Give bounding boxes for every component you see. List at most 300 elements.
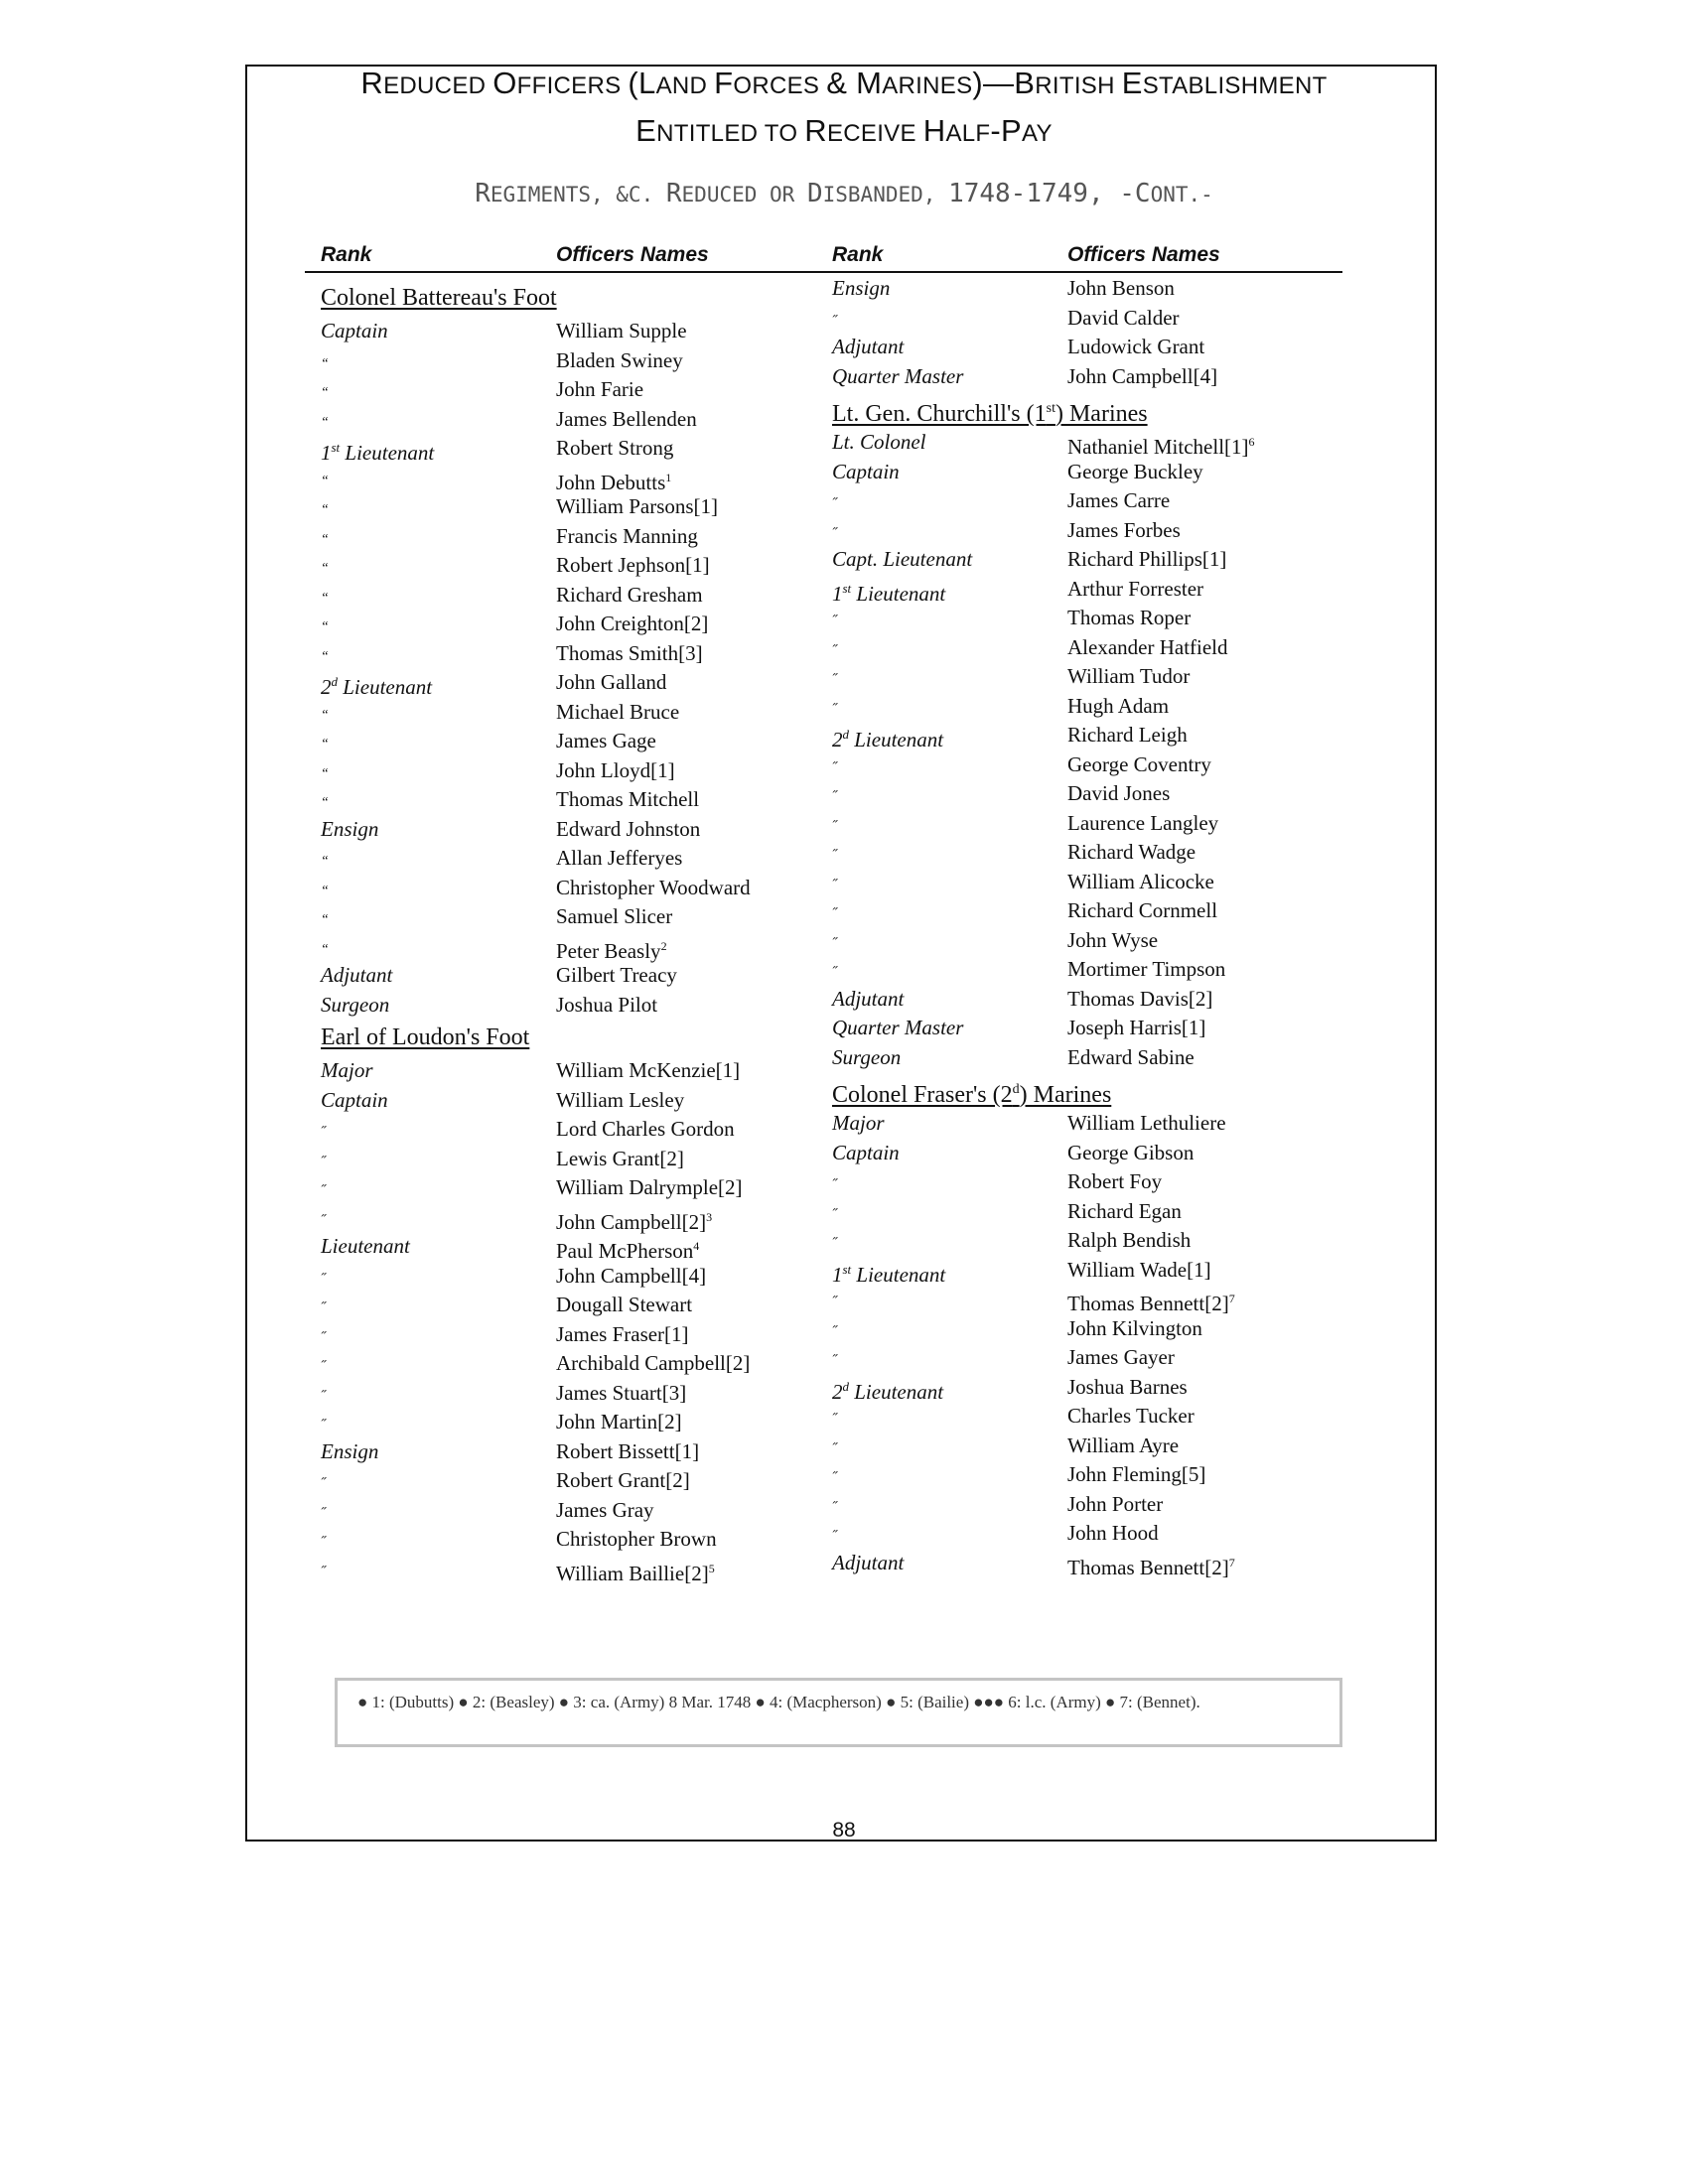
ditto-mark: “ <box>321 854 329 869</box>
officer-name-text: George Coventry <box>1067 751 1211 776</box>
ditto-mark: ˝ <box>832 906 837 921</box>
officer-name <box>556 757 675 783</box>
officer-name <box>556 1438 699 1464</box>
officer-name-text: Nathaniel Mitchell[1] <box>1067 435 1249 459</box>
rank-cell <box>321 786 329 816</box>
rank-label: 1 <box>321 441 332 465</box>
officer-name-text: Ludowick Grant <box>1067 335 1205 358</box>
officer-name-text: Edward Sabine <box>1067 1044 1195 1069</box>
rank-cell <box>321 992 389 1018</box>
rank-cell <box>321 406 329 436</box>
officer-name-text: John Campbell[2] <box>556 1209 707 1234</box>
officer-name <box>1067 1110 1226 1136</box>
header-rule <box>305 271 1342 273</box>
officer-name-text: Richard Wadge <box>1067 840 1196 864</box>
officer-name <box>556 1556 715 1586</box>
officer-name-text: Thomas Davis[2] <box>1067 986 1213 1011</box>
rank-cell <box>832 1403 837 1433</box>
officer-name-text: James Bellenden <box>556 406 697 431</box>
footnote-ref: 2 <box>660 938 667 953</box>
officer-name <box>1067 487 1170 513</box>
officer-name-text: Thomas Smith[3] <box>556 640 703 665</box>
rank-cell <box>832 1520 837 1550</box>
rank-label: Lieutenant <box>321 1234 410 1258</box>
rank-cell <box>321 1497 326 1527</box>
officer-name <box>556 962 677 988</box>
officer-name <box>1067 986 1212 1012</box>
ditto-mark: “ <box>321 648 329 664</box>
rank-cell <box>832 334 904 359</box>
officer-name <box>1067 722 1188 748</box>
footnote-ref: 4 <box>693 1239 700 1253</box>
rank-cell <box>321 1438 378 1464</box>
officer-name <box>1067 334 1204 359</box>
ditto-mark: ˝ <box>832 1529 837 1544</box>
regiment-heading <box>321 1023 529 1052</box>
officer-name-text: Thomas Roper <box>1067 606 1192 629</box>
officer-name-text: Dougall Stewart <box>556 1293 693 1316</box>
officer-name <box>556 435 673 461</box>
rank-suffix: Lieutenant <box>851 1262 946 1287</box>
ditto-mark: ˝ <box>832 1206 837 1222</box>
officer-name <box>556 1350 750 1376</box>
title-cap: F <box>714 66 734 100</box>
officer-name-text: David Calder <box>1067 305 1180 330</box>
regiment-heading <box>321 283 557 313</box>
rank-cell <box>832 780 837 810</box>
ditto-mark: ˝ <box>321 1418 326 1433</box>
officer-name <box>1067 429 1255 460</box>
rank-label: Surgeon <box>832 1044 902 1069</box>
officer-name <box>1067 1433 1179 1458</box>
rank-cell <box>321 1350 326 1380</box>
rank-cell <box>321 1204 326 1234</box>
title-cap: R <box>475 179 491 208</box>
officer-name <box>556 1057 740 1083</box>
officer-name <box>556 1321 689 1347</box>
ditto-mark: ˝ <box>832 642 837 658</box>
rank-cell <box>321 728 329 757</box>
ditto-mark: ˝ <box>832 848 837 863</box>
rank-cell <box>832 751 837 781</box>
officer-name <box>556 786 699 812</box>
officer-name-text: Edward Johnston <box>556 816 701 841</box>
officer-name-text: Richard Leigh <box>1067 723 1188 747</box>
ditto-mark: ˝ <box>321 1125 326 1140</box>
officer-name-text: William Baillie[2] <box>556 1561 709 1585</box>
title-cap: R <box>665 179 682 208</box>
rank-cell <box>321 1321 326 1351</box>
rank-cell <box>832 275 890 301</box>
title-smallcaps: EDUCED <box>383 72 493 99</box>
rank-cell <box>321 318 388 343</box>
ditto-mark: ˝ <box>832 1412 837 1427</box>
officer-name <box>1067 275 1175 301</box>
rank-cell <box>832 305 837 335</box>
rank-cell <box>321 376 329 406</box>
rank-cell <box>832 1257 945 1288</box>
officer-name <box>556 699 679 725</box>
officer-name <box>1067 517 1181 543</box>
footnotes-box <box>335 1678 1342 1747</box>
rank-label: 1 <box>832 1262 843 1287</box>
officer-name <box>1067 305 1180 331</box>
ditto-mark: ˝ <box>832 965 837 980</box>
officer-name-text: Richard Cornmell <box>1067 898 1218 922</box>
officer-name-text: Robert Bissett[1] <box>556 1438 700 1463</box>
title-smallcaps: EGIMENTS, &C. <box>490 183 666 206</box>
rank-cell <box>321 1057 373 1083</box>
rank-cell <box>832 986 904 1012</box>
officer-name-text: Allan Jefferyes <box>556 846 683 870</box>
officer-name <box>1067 956 1225 982</box>
rank-cell <box>321 347 329 377</box>
rank-cell <box>832 576 945 607</box>
officer-name-text: Hugh Adam <box>1067 693 1170 718</box>
title-smallcaps: AND <box>655 72 715 99</box>
regiment-heading <box>832 1075 1111 1110</box>
regiment-heading-text: Colonel Battereau's Foot <box>321 285 557 311</box>
rank-cell <box>321 523 329 553</box>
officer-name <box>556 1233 699 1264</box>
officer-name-text: John Farie <box>556 377 644 401</box>
ditto-mark: “ <box>321 883 329 898</box>
officer-name <box>556 376 643 402</box>
ditto-mark: ˝ <box>832 614 837 628</box>
officer-name <box>1067 1315 1202 1341</box>
rank-label: Surgeon <box>321 992 390 1017</box>
officer-name <box>556 1380 686 1406</box>
ditto-mark: “ <box>321 473 329 488</box>
ditto-mark: ˝ <box>832 496 837 511</box>
officer-name-text: William McKenzie[1] <box>556 1058 741 1082</box>
ditto-mark: ˝ <box>321 1271 326 1287</box>
officer-name <box>556 1467 690 1493</box>
rank-cell <box>832 693 837 723</box>
ditto-mark: ˝ <box>832 525 837 541</box>
rank-cell <box>832 1015 963 1040</box>
officer-name-text: John Porter <box>1067 1491 1164 1516</box>
rank-label: Adjutant <box>832 986 905 1011</box>
officer-name <box>556 465 671 495</box>
officer-name <box>556 611 708 636</box>
title-smallcaps: EDUCED OR <box>681 183 807 206</box>
ditto-mark: “ <box>321 912 329 927</box>
ditto-mark: ˝ <box>321 1505 326 1521</box>
ditto-mark: ˝ <box>321 1388 326 1404</box>
officer-name <box>556 1116 735 1142</box>
rank-cell <box>832 634 837 664</box>
rank-label: Major <box>321 1058 373 1082</box>
rank-ordinal: st <box>331 440 341 455</box>
rank-label: Quarter Master <box>832 1016 964 1039</box>
rank-label: Capt. Lieutenant <box>832 547 973 571</box>
officer-name-text: James Gayer <box>1067 1345 1175 1369</box>
officer-name <box>1067 693 1169 719</box>
rank-label: Lt. Colonel <box>832 430 926 454</box>
officer-name <box>556 1146 684 1171</box>
rank-cell <box>832 810 837 840</box>
ditto-mark: “ <box>321 590 329 606</box>
ditto-mark: ˝ <box>321 1154 326 1169</box>
title-smallcaps: ALF <box>945 120 991 147</box>
officer-name <box>556 523 698 549</box>
officer-name-text: John Hood <box>1067 1521 1159 1545</box>
ditto-mark: “ <box>321 502 329 517</box>
officer-name <box>1067 363 1217 389</box>
officer-name-text: James Fraser[1] <box>556 1321 689 1346</box>
rank-label: Ensign <box>832 276 891 300</box>
officer-name-text: Robert Strong <box>556 436 674 460</box>
officer-name <box>556 1087 684 1113</box>
ditto-mark: “ <box>321 561 329 576</box>
ditto-mark: ˝ <box>832 818 837 834</box>
officer-name-text: John Campbell[4] <box>556 1263 707 1288</box>
page-subtitle <box>0 179 1688 208</box>
footnotes-text: ● 1: (Dubutts) ● 2: (Beasley) ● 3: ca. (Army) 8 Mar. 1748 ● 4: (Macpherson) ● 5: (Bailie) ●●● 6: l.c. (Army) ● 7: (Bennet). <box>357 1693 1200 1711</box>
footnote-ref: 5 <box>708 1561 715 1575</box>
officer-name <box>1067 1550 1235 1580</box>
regiment-heading-suffix: ) Marines <box>1019 1082 1112 1108</box>
officer-name <box>1067 839 1196 865</box>
rank-cell <box>832 869 837 898</box>
officer-name-text: Robert Jephson[1] <box>556 553 710 577</box>
rank-label: Captain <box>321 1087 388 1112</box>
title-cap: & M <box>826 66 883 100</box>
ditto-mark: “ <box>321 765 329 781</box>
officer-name <box>556 493 718 519</box>
officer-name-text: William Supple <box>556 319 687 342</box>
rank-cell <box>832 459 900 484</box>
officer-name <box>556 1263 706 1289</box>
officer-name <box>1067 1168 1162 1194</box>
right-rank-header: Rank <box>832 243 884 266</box>
rank-suffix: Lieutenant <box>338 675 433 699</box>
footnote-ref: 7 <box>1228 1555 1235 1570</box>
rank-cell <box>321 611 329 640</box>
right-names-header: Officers Names <box>1067 243 1220 266</box>
officer-name <box>556 1292 692 1317</box>
title-smallcaps: STABLISHMENT <box>1142 72 1328 99</box>
ditto-mark: “ <box>321 355 329 371</box>
officer-name <box>556 1204 712 1235</box>
rank-ordinal: d <box>331 674 338 689</box>
rank-cell <box>832 663 837 693</box>
ditto-mark: ˝ <box>832 935 837 951</box>
ditto-mark: ˝ <box>321 1359 326 1374</box>
officer-name-text: George Gibson <box>1067 1140 1195 1164</box>
rank-cell <box>832 363 963 389</box>
officer-name-text: Michael Bruce <box>556 699 680 724</box>
footnote-ref: 6 <box>1248 435 1255 449</box>
ditto-mark: ˝ <box>321 1535 326 1550</box>
footnote-ref: 1 <box>665 470 672 484</box>
officer-name <box>1067 869 1214 894</box>
ditto-mark: ˝ <box>832 1177 837 1192</box>
officer-name <box>1067 1286 1235 1316</box>
rank-cell <box>321 845 329 875</box>
officer-name-text: John Galland <box>556 670 667 694</box>
officer-name-text: William Alicocke <box>1067 869 1214 893</box>
rank-cell <box>832 839 837 869</box>
title-smallcaps: ONT.- <box>1150 183 1213 206</box>
rank-cell <box>832 1044 901 1070</box>
title-cap: 1748-1749, -C <box>948 179 1151 208</box>
officer-name-text: Robert Foy <box>1067 1169 1163 1193</box>
officer-name-text: John Campbell[4] <box>1067 363 1218 388</box>
officer-name <box>1067 546 1226 572</box>
rank-suffix: Lieutenant <box>340 441 435 465</box>
officer-name <box>556 992 657 1018</box>
officer-name-text: Richard Egan <box>1067 1198 1182 1223</box>
footnote-ref: 7 <box>1228 1292 1235 1305</box>
regiment-heading <box>832 394 1148 429</box>
rank-label: 2 <box>832 1379 843 1404</box>
officer-name-text: Thomas Bennett[2] <box>1067 1555 1229 1579</box>
officer-name-text: Thomas Mitchell <box>556 787 700 811</box>
officer-name <box>1067 1044 1195 1070</box>
officer-name-text: William Tudor <box>1067 664 1191 688</box>
officer-name-text: William Parsons[1] <box>556 494 719 518</box>
rank-label: Ensign <box>321 816 379 841</box>
ditto-mark: ˝ <box>832 877 837 892</box>
rank-ordinal: d <box>842 1378 849 1394</box>
rank-ordinal: d <box>842 727 849 742</box>
rank-cell <box>832 722 943 752</box>
ditto-mark: “ <box>321 941 329 957</box>
ditto-mark: ˝ <box>832 1323 837 1339</box>
officer-name-text: Samuel Slicer <box>556 904 673 928</box>
rank-cell <box>832 1550 904 1575</box>
officer-name-text: Peter Beasly <box>556 938 661 963</box>
rank-cell <box>321 435 434 466</box>
officer-name-text: William Dalrymple[2] <box>556 1175 743 1199</box>
rank-cell <box>321 640 329 670</box>
title-smallcaps: ORCES <box>733 72 827 99</box>
officer-name <box>1067 1140 1194 1165</box>
left-names-header: Officers Names <box>556 243 709 266</box>
rank-cell <box>832 1168 837 1198</box>
officer-name <box>1067 897 1217 923</box>
page-number: 88 <box>832 1819 856 1842</box>
officer-name <box>1067 605 1191 630</box>
title-cap: H <box>922 113 946 148</box>
title-cap: R <box>360 66 384 100</box>
officer-name <box>1067 780 1170 806</box>
rank-cell <box>321 1292 326 1321</box>
left-rank-header: Rank <box>321 243 372 266</box>
ditto-mark: ˝ <box>832 701 837 717</box>
officer-name-text: Charles Tucker <box>1067 1404 1195 1428</box>
officer-name-text: Bladen Swiney <box>556 347 683 372</box>
ditto-mark: ˝ <box>832 1353 837 1368</box>
page-border <box>245 65 1437 1842</box>
rank-cell <box>832 546 972 572</box>
rank-cell <box>321 1263 326 1293</box>
regiment-heading-ordinal: d <box>1012 1082 1020 1097</box>
officer-name-text: Robert Grant[2] <box>556 1468 690 1492</box>
officer-name <box>556 318 687 343</box>
rank-label: Quarter Master <box>832 363 964 388</box>
officer-name <box>1067 1520 1159 1546</box>
officer-name-text: John Benson <box>1067 276 1175 300</box>
officer-name <box>556 1526 717 1552</box>
regiment-heading-text: Colonel Fraser's (2 <box>832 1082 1013 1108</box>
officer-name-text: Joshua Pilot <box>556 992 658 1017</box>
officer-name-text: William Ayre <box>1067 1433 1180 1457</box>
officer-name-text: Ralph Bendish <box>1067 1228 1192 1252</box>
rank-cell <box>832 927 837 957</box>
officer-name-text: John Fleming[5] <box>1067 1462 1206 1486</box>
officer-name <box>1067 1257 1211 1283</box>
rank-label: Adjutant <box>832 1550 905 1574</box>
ditto-mark: “ <box>321 707 329 723</box>
rank-cell <box>832 1491 837 1521</box>
ditto-mark: “ <box>321 795 329 810</box>
officer-name-text: James Gray <box>556 1497 654 1522</box>
rank-cell <box>832 956 837 986</box>
officer-name-text: William Lesley <box>556 1087 685 1112</box>
ditto-mark: ˝ <box>832 759 837 775</box>
rank-cell <box>832 605 837 634</box>
rank-cell <box>832 1461 837 1491</box>
ditto-mark: ˝ <box>321 1476 326 1491</box>
rank-cell <box>321 1556 326 1585</box>
rank-label: Captain <box>832 1140 900 1164</box>
ditto-mark: “ <box>321 531 329 547</box>
officer-name-text: Joshua Barnes <box>1067 1374 1188 1399</box>
officer-name-text: James Stuart[3] <box>556 1380 687 1405</box>
officer-name-text: Paul McPherson <box>556 1239 694 1263</box>
title-cap: O <box>492 66 517 100</box>
officer-name <box>1067 1015 1205 1040</box>
rank-cell <box>832 1344 837 1374</box>
ditto-mark: ˝ <box>832 313 837 329</box>
rank-cell <box>321 669 432 700</box>
title-cap: R <box>804 113 827 148</box>
title-cap: D <box>806 179 823 208</box>
officer-name-text: John Wyse <box>1067 927 1159 952</box>
rank-cell <box>832 1227 837 1257</box>
ditto-mark: “ <box>321 737 329 751</box>
officer-name-text: David Jones <box>1067 781 1171 805</box>
rank-cell <box>832 429 926 455</box>
officer-name <box>556 640 703 666</box>
officer-name <box>556 406 697 432</box>
rank-cell <box>832 1315 837 1345</box>
rank-label: Adjutant <box>321 963 393 987</box>
ditto-mark: “ <box>321 619 329 634</box>
officer-name-text: Laurence Langley <box>1067 810 1219 835</box>
officer-name <box>1067 576 1203 602</box>
ditto-mark: “ <box>321 385 329 400</box>
rank-cell <box>321 1526 326 1556</box>
rank-label: 2 <box>321 675 332 699</box>
ditto-mark: ˝ <box>832 1295 837 1309</box>
title-smallcaps: NTITLED TO <box>656 120 805 147</box>
rank-cell <box>321 1146 326 1175</box>
ditto-mark: ˝ <box>832 1470 837 1485</box>
title-smallcaps: ISBANDED, <box>822 183 949 206</box>
rank-cell <box>321 1467 326 1497</box>
rank-cell <box>321 699 329 729</box>
rank-cell <box>321 1380 326 1410</box>
officer-name <box>1067 663 1190 689</box>
title-cap: E <box>1121 66 1143 100</box>
rank-cell <box>321 962 392 988</box>
title-smallcaps: ARINES <box>882 72 973 99</box>
title-cap: (L <box>628 66 656 100</box>
